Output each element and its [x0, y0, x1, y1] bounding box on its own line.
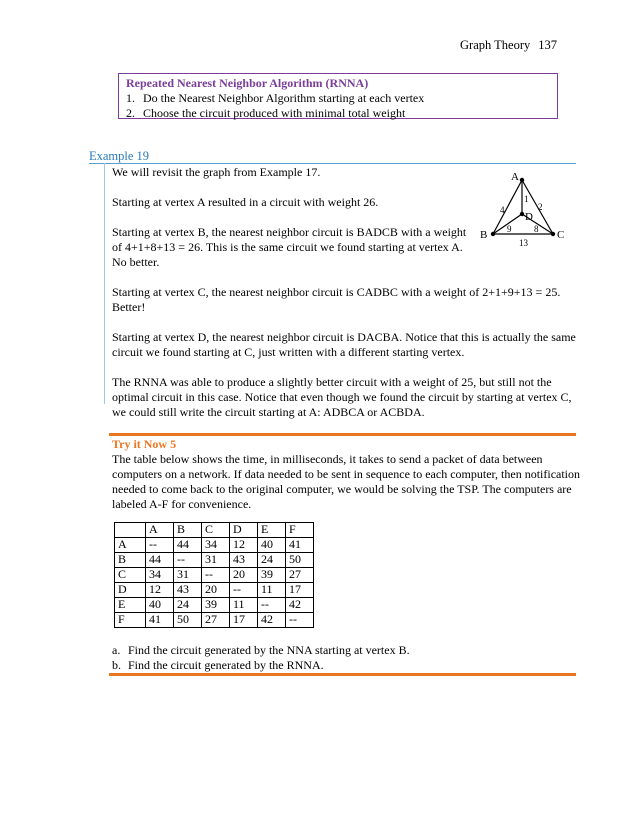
question-item — [112, 658, 410, 673]
vertex-c-dot — [551, 232, 555, 236]
example-paragraph: Starting at vertex C, the nearest neighbor circuit is CADBC with a weight of 2+1+9+13 = 25. Better! — [112, 285, 561, 314]
step-number: 1. — [126, 91, 135, 105]
try-it-top-rule — [109, 433, 576, 436]
question-label: a. — [112, 643, 121, 657]
edge-weight-ab: 4 — [500, 205, 505, 215]
header-title: Graph Theory — [460, 38, 531, 52]
rnna-definition-box — [118, 73, 558, 119]
table-cell: 34 — [146, 568, 174, 583]
question-label: b. — [112, 658, 121, 672]
table-cell: 50 — [174, 613, 202, 628]
example-side-rule — [104, 163, 105, 404]
table-cell: 42 — [258, 613, 286, 628]
table-cell: -- — [174, 553, 202, 568]
example-paragraph: Starting at vertex B, the nearest neighbor circuit is BADCB with a weight of 4+1+8+13 = 26. This is the same circuit we found starting at vertex A. No better. — [112, 225, 467, 269]
try-it-body: The table below shows the time, in milliseconds, it takes to send a packet of data between computers on a network. If data needed to be sent in sequence to each computer, then notification needed to come back to the original computer, we would be solving the TSP. The computers are labeled A-F for convenience. — [112, 452, 581, 511]
edge-weight-bc: 13 — [519, 238, 528, 248]
table-header-row — [115, 523, 314, 538]
table-cell: D — [115, 583, 146, 598]
table-header-cell — [115, 523, 146, 538]
table-cell: 39 — [258, 568, 286, 583]
table-cell: B — [115, 553, 146, 568]
table-cell: 44 — [146, 553, 174, 568]
table-header-cell: E — [258, 523, 286, 538]
table-cell: 43 — [230, 553, 258, 568]
table-cell: -- — [286, 613, 314, 628]
table-cell: A — [115, 538, 146, 553]
table-cell: 27 — [202, 613, 230, 628]
table-row — [115, 568, 314, 583]
table-cell: 12 — [230, 538, 258, 553]
step-text: Do the Nearest Neighbor Algorithm starting at each vertex — [143, 91, 425, 105]
table-header-cell: A — [146, 523, 174, 538]
step-number: 2. — [126, 106, 135, 120]
table-cell: -- — [230, 583, 258, 598]
table-header-cell: F — [286, 523, 314, 538]
table-cell: 39 — [202, 598, 230, 613]
example-paragraph: The RNNA was able to produce a slightly better circuit with a weight of 25, but still not the optimal circuit in this case. Notice that even though we found the circuit by starting at vertex C, we could still write the circuit starting at A: ADBCA or ACBDA. — [112, 375, 572, 419]
try-it-questions — [112, 643, 410, 673]
table-cell: 11 — [258, 583, 286, 598]
rnna-step — [126, 91, 557, 106]
table-cell: 27 — [286, 568, 314, 583]
rnna-title: Repeated Nearest Neighbor Algorithm (RNNA) — [126, 76, 369, 90]
table-row — [115, 583, 314, 598]
table-header-cell: D — [230, 523, 258, 538]
vertex-label-c: C — [557, 229, 565, 241]
page-header — [460, 38, 557, 53]
table-header-cell: B — [174, 523, 202, 538]
table-row — [115, 613, 314, 628]
vertex-b-dot — [491, 232, 495, 236]
table-row — [115, 538, 314, 553]
table-cell: 17 — [286, 583, 314, 598]
vertex-label-b: B — [480, 229, 488, 241]
edge-weight-cd: 8 — [534, 224, 539, 234]
page-number: 137 — [538, 38, 557, 52]
table-cell: 42 — [286, 598, 314, 613]
question-text: Find the circuit generated by the RNNA. — [128, 658, 324, 672]
table-cell: 34 — [202, 538, 230, 553]
latency-table — [114, 522, 314, 628]
table-cell: -- — [258, 598, 286, 613]
table-cell: 40 — [146, 598, 174, 613]
example-paragraph: Starting at vertex A resulted in a circuit with weight 26. — [112, 195, 379, 209]
try-it-bottom-rule — [109, 673, 576, 676]
table-cell: E — [115, 598, 146, 613]
table-cell: -- — [202, 568, 230, 583]
table-cell: 31 — [174, 568, 202, 583]
step-text: Choose the circuit produced with minimal total weight — [143, 106, 406, 120]
edge-weight-bd: 9 — [507, 224, 512, 234]
example-divider — [89, 163, 576, 164]
vertex-label-a: A — [511, 171, 519, 183]
table-cell: 12 — [146, 583, 174, 598]
example-paragraph: We will revisit the graph from Example 17. — [112, 165, 321, 179]
table-header-cell: C — [202, 523, 230, 538]
table-row — [115, 553, 314, 568]
weighted-graph-figure — [475, 170, 575, 250]
table-cell: 50 — [286, 553, 314, 568]
vertex-d-dot — [520, 212, 524, 216]
vertex-label-d: D — [525, 211, 533, 223]
try-it-title: Try it Now 5 — [112, 437, 177, 451]
table-cell: 24 — [174, 598, 202, 613]
table-row — [115, 598, 314, 613]
edge-weight-ac: 2 — [538, 202, 543, 212]
table-cell: 40 — [258, 538, 286, 553]
example-title: Example 19 — [89, 149, 150, 163]
table-cell: 24 — [258, 553, 286, 568]
table-cell: 20 — [230, 568, 258, 583]
table-cell: 20 — [202, 583, 230, 598]
vertex-a-dot — [520, 178, 524, 182]
table-cell: 43 — [174, 583, 202, 598]
table-cell: 41 — [146, 613, 174, 628]
table-cell: -- — [146, 538, 174, 553]
question-item — [112, 643, 410, 658]
table-cell: C — [115, 568, 146, 583]
table-cell: 11 — [230, 598, 258, 613]
question-text: Find the circuit generated by the NNA starting at vertex B. — [128, 643, 410, 657]
table-cell: 31 — [202, 553, 230, 568]
edge-weight-ad: 1 — [524, 194, 529, 204]
example-paragraph: Starting at vertex D, the nearest neighbor circuit is DACBA. Notice that this is actually the same circuit we found starting at C, just written with a different starting vertex. — [112, 330, 576, 359]
rnna-step — [126, 106, 557, 121]
table-cell: 44 — [174, 538, 202, 553]
table-cell: F — [115, 613, 146, 628]
table-cell: 17 — [230, 613, 258, 628]
table-cell: 41 — [286, 538, 314, 553]
